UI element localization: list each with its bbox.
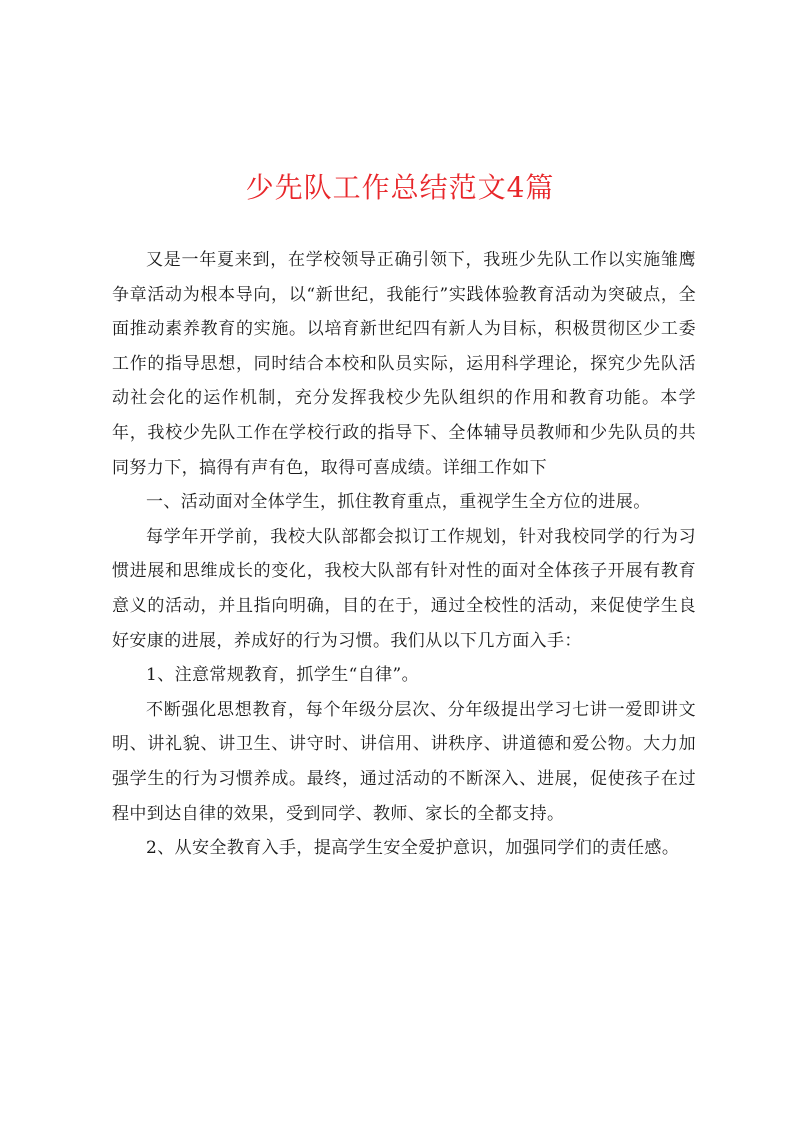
document-title: 少先队工作总结范文4篇	[245, 171, 555, 204]
paragraph-subheading-safety: 2、从安全教育入手，提高学生安全爱护意识，加强同学们的责任感。	[146, 838, 680, 859]
document-body	[112, 243, 696, 866]
paragraph-section-heading: 一、活动面对全体学生，抓住教育重点，重视学生全方位的进展。	[146, 492, 651, 513]
paragraph-routine-education: 不断强化思想教育，每个年级分层次、分年级提出学习七讲一爱即讲文明、讲礼貌、讲卫生、讲守时、讲信用、讲秩序、讲道德和爱公物。大力加强学生的行为习惯养成。最终，通过活动的不断深入、进展，促使孩子在过程中到达自律的效果，受到同学、教师、家长的全都支持。	[112, 699, 696, 824]
paragraph-subheading-routine: 1、注意常规教育，抓学生“自律”。	[146, 665, 419, 686]
paragraph-planning: 每学年开学前，我校大队部都会拟订工作规划，针对我校同学的行为习惯进展和思维成长的变化，我校大队部有针对性的面对全体孩子开展有教育意义的活动，并且指向明确，目的在于，通过全校性的活动，来促使学生良好安康的进展，养成好的行为习惯。我们从以下几方面入手：	[112, 526, 696, 651]
paragraph-intro: 又是一年夏来到，在学校领导正确引领下，我班少先队工作以实施雏鹰争章活动为根本导向，以“新世纪，我能行”实践体验教育活动为突破点，全面推动素养教育的实施。以培育新世纪四有新人为目标，积极贯彻区少工委工作的指导思想，同时结合本校和队员实际，运用科学理论，探究少先队活动社会化的运作机制，充分发挥我校少先队组织的作用和教育功能。本学年，我校少先队工作在学校行政的指导下、全体辅导员教师和少先队员的共同努力下，搞得有声有色，取得可喜成绩。详细工作如下	[112, 250, 696, 478]
